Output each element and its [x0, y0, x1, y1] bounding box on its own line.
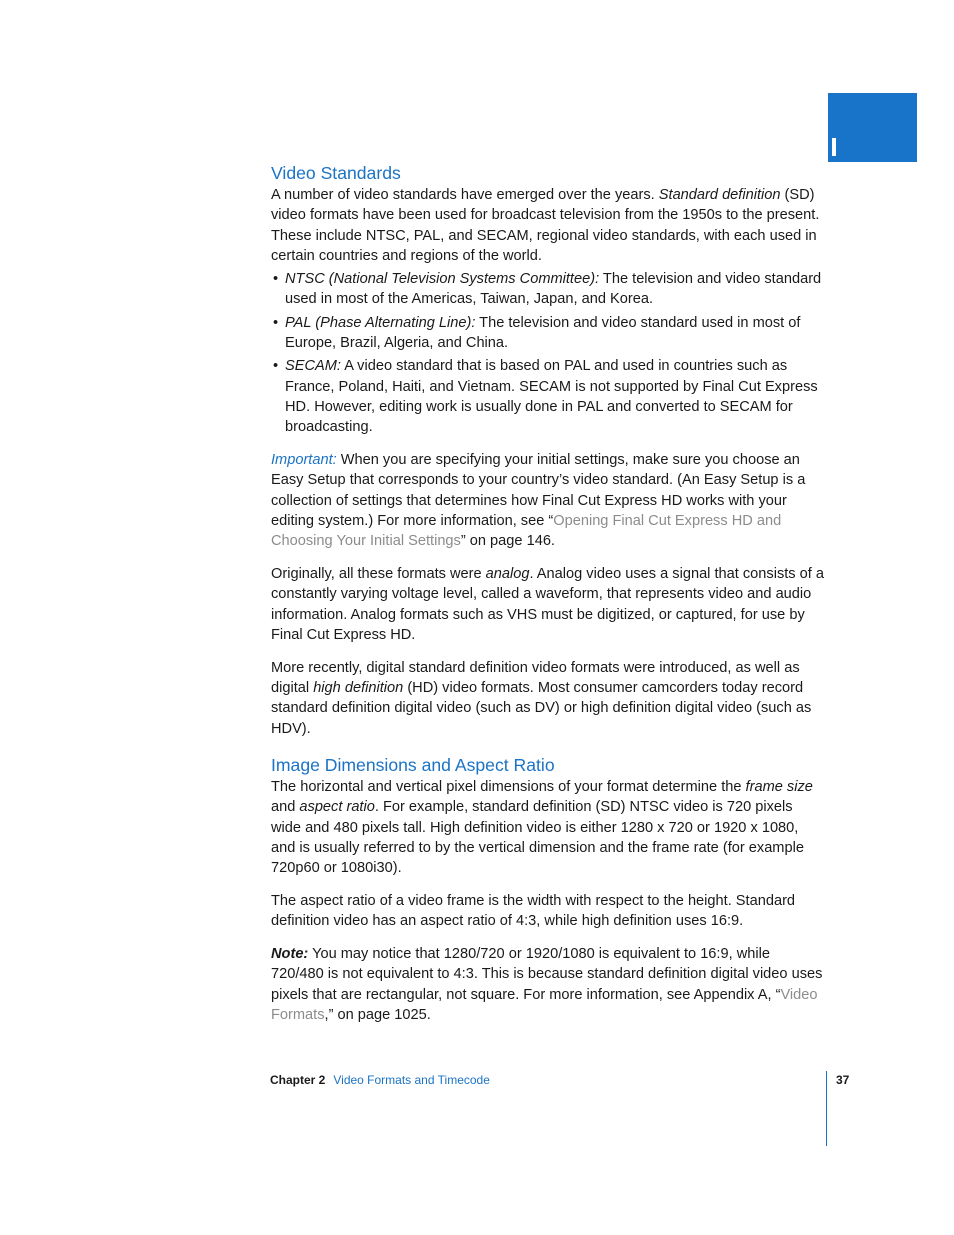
aspect-ratio-paragraph: The aspect ratio of a video frame is the width with respect to the height. Standard definition video has an aspect ratio of 4:3, while high definition uses 16:9.: [271, 892, 796, 930]
video-standards-list: [271, 269, 826, 437]
video-standards-intro: A number of video standards have emerged over the years. Standard definition (SD) video formats have been used for broadcast television from the 1950s to the present. These include NTSC, PAL, and SECAM, regional video standards, with each used in certain countries and regions of the world.: [271, 187, 820, 264]
page-footer: [270, 1072, 490, 1088]
footer-chapter-label: Chapter 2: [270, 1073, 326, 1087]
important-label: Important:: [271, 452, 337, 469]
frame-size-paragraph: The horizontal and vertical pixel dimensions of your format determine the frame size and aspect ratio. For example, standard definition (SD) NTSC video is 720 pixels wide and 480 pixels tall. High definition video is either 1280 x 720 or 1920 x 1080, and is usually referred to by the vertical dimension and the frame rate (for example 720p60 or 1080i30).: [271, 778, 813, 877]
initial-settings-link[interactable]: Opening Final Cut Express HD and Choosing Your Initial Settings: [271, 512, 782, 550]
note-paragraph: Note: You may notice that 1280/720 or 1920/1080 is equivalent to 16:9, while 720/480 is not equivalent to 4:3. This is because standard definition digital video uses pixels that are rectangular, not square. For more information, see Appendix A, “Video Formats,” on page 1025.: [271, 946, 823, 1023]
video-formats-link[interactable]: Video Formats: [271, 986, 818, 1023]
analog-paragraph: Originally, all these formats were analog. Analog video uses a signal that consists of a constantly varying voltage level, called a waveform, that represents video and audio information. Analog formats such as VHS must be digitized, or captured, for use by Final Cut Express HD.: [271, 566, 824, 643]
page-number: 37: [836, 1073, 850, 1087]
list-item-pal: • PAL (Phase Alternating Line): The television and video standard used in most of Europe, Brazil, Algeria, and China.: [271, 313, 826, 354]
note-label: Note:: [271, 946, 309, 962]
page-body: [271, 161, 826, 1038]
chapter-tab: [828, 93, 917, 162]
footer-divider: [826, 1071, 827, 1146]
chapter-tab-letter: [832, 138, 836, 156]
digital-paragraph: More recently, digital standard definition video formats were introduced, as well as digital high definition (HD) video formats. Most consumer camcorders today record standard definition digital video (such as DV) or high definition digital video (such as HDV).: [271, 659, 812, 737]
list-item-secam: • SECAM: A video standard that is based on PAL and used in countries such as France, Poland, Haiti, and Vietnam. SECAM is not supported by Final Cut Express HD. However, editing work is usually done in PAL and converted to SECAM for broadcasting.: [271, 356, 826, 437]
list-item-ntsc: • NTSC (National Television Systems Committee): The television and video standard used in most of the Americas, Taiwan, Japan, and Korea.: [271, 269, 826, 310]
footer-chapter-title[interactable]: Video Formats and Timecode: [333, 1073, 490, 1087]
section-heading-image-dimensions: Image Dimensions and Aspect Ratio: [271, 754, 555, 775]
important-note: Important: When you are specifying your initial settings, make sure you choose an Easy Setup that corresponds to your country’s video standard. (An Easy Setup is a collection of settings that determines how Final Cut Express HD works with your editing system.) For more information, see “Opening Final Cut Express HD and Choosing Your Initial Settings” on page 146.: [271, 452, 806, 550]
section-heading-video-standards: Video Standards: [271, 163, 401, 183]
